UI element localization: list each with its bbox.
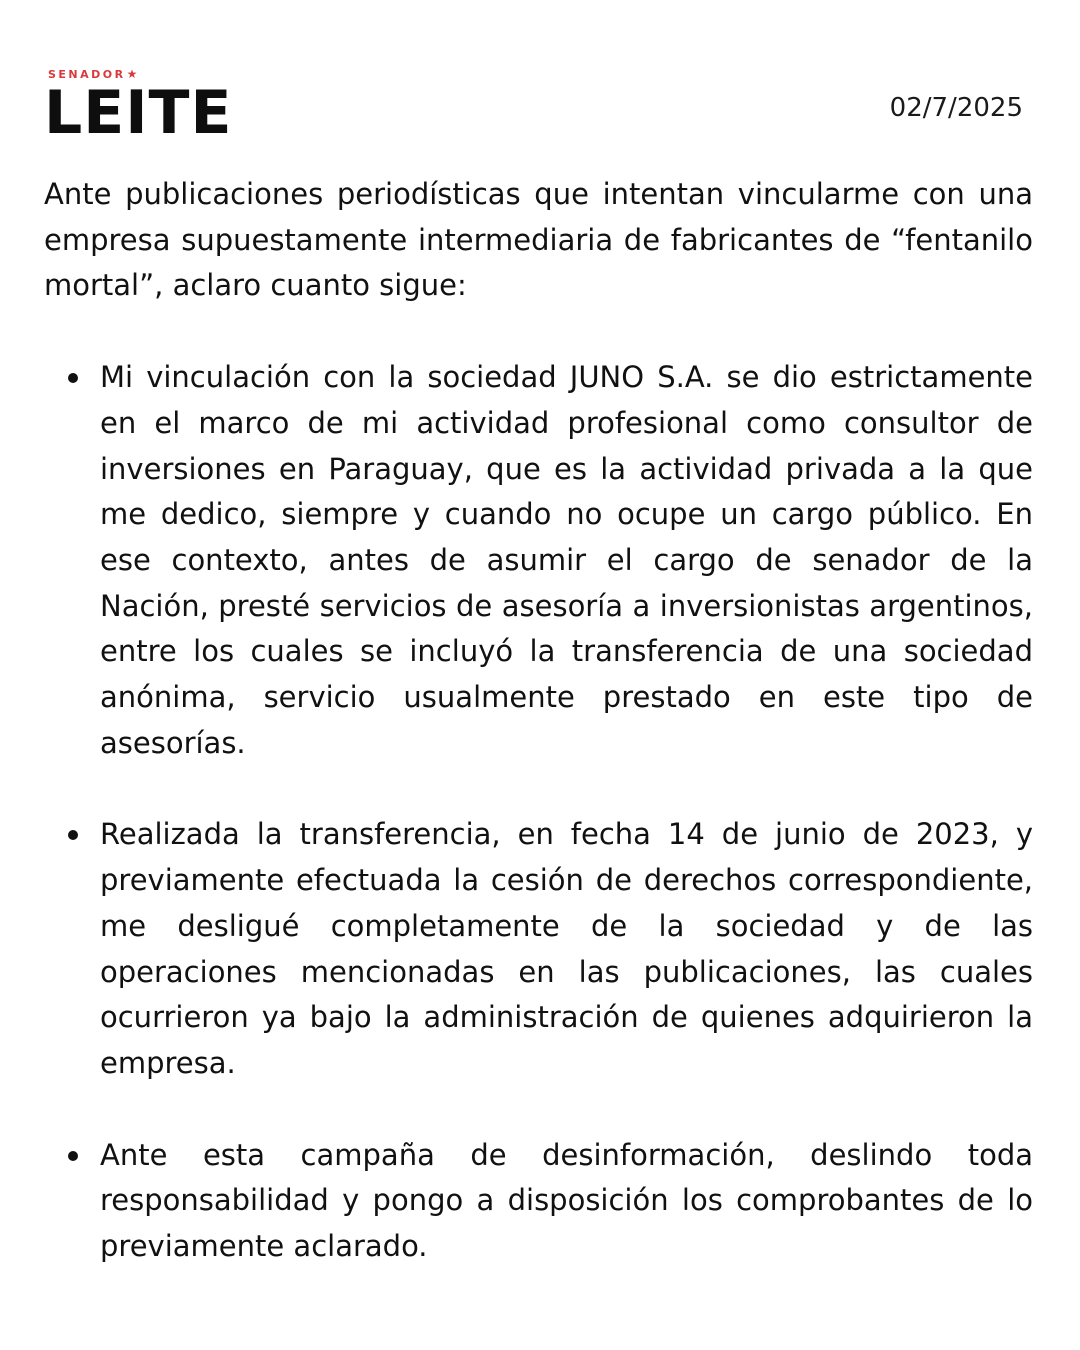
senador-leite-logo (44, 66, 233, 148)
bullet-icon (68, 373, 78, 383)
list-item-text: Realizada la transferencia, en fecha 14 de junio de 2023, y previamente efectuada la cesión de derechos correspondiente, me desligué completamente de la sociedad y de las operaciones mencionadas en las publicaciones, las cuales ocurrieron ya bajo la administración de quienes adquirieron la empresa. (100, 817, 1033, 1080)
list-item-text: Ante esta campaña de desinformación, deslindo toda responsabilidad y pongo a disposición los comprobantes de lo previamente aclarado. (100, 1137, 1033, 1264)
star-icon: ★ (126, 67, 140, 81)
bullet-icon (68, 1151, 78, 1161)
intro-paragraph: Ante publicaciones periodísticas que intentan vincularme con una empresa supuestamente intermediaria de fabricantes de “fentanilo mortal”, aclaro cuanto sigue: (44, 177, 1033, 303)
list-item-text: Mi vinculación con la sociedad JUNO S.A. se dio estrictamente en el marco de mi actividad profesional como consultor de inversiones en Paraguay, que es la actividad privada a la que me dedico, siempre y cuando no ocupe un cargo público. En ese contexto, antes de asumir el cargo de senador de la Nación, presté servicios de asesoría a inversionistas argentinos, entre los cuales se incluyó la transferencia de una sociedad anónima, servicio usualmente prestado en este tipo de asesorías. (100, 360, 1033, 760)
logo-small-text: SENADOR (48, 68, 126, 81)
bullet-icon (68, 830, 78, 840)
statement-points (44, 355, 1033, 1270)
list-item (44, 1133, 1033, 1270)
list-item (44, 812, 1033, 1086)
statement-date: 02/7/2025 (889, 93, 1023, 123)
statement-body (44, 172, 1033, 1270)
list-item (44, 355, 1033, 766)
logo-name: LEITE (44, 78, 233, 148)
